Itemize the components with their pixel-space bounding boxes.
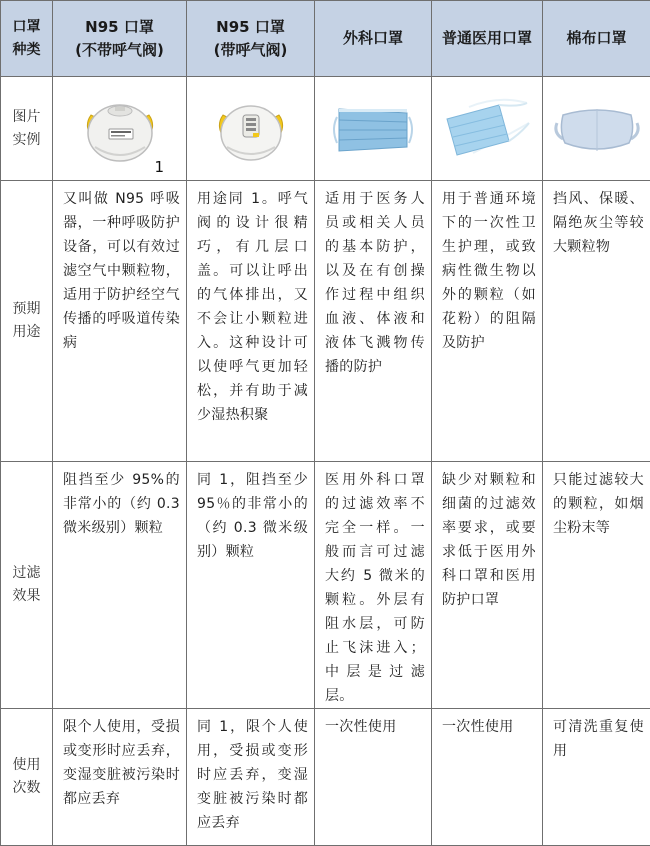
medical-mask-icon: [439, 93, 535, 165]
header-title: 棉布口罩: [543, 27, 650, 50]
image-cell-surgical: [315, 77, 432, 181]
usage-text: 适用于医务人员或相关人员的基本防护，以及在有创操作过程中组织血液、体液和液体飞溅物传播的防护: [315, 181, 431, 379]
type-header-cell: [1, 1, 53, 77]
header-title: 普通医用口罩: [432, 27, 542, 50]
times-cell-surgical: [315, 709, 432, 846]
header-medical: [432, 1, 543, 77]
row-label: 使用 次数: [13, 757, 41, 796]
times-text: 同 1，限个人使用，受损或变形时应丢弃，变湿变脏被污染时都应丢弃: [187, 709, 314, 835]
times-cell-n95: [53, 709, 187, 846]
usage-text: 挡风、保暖、隔绝灰尘等较大颗粒物: [543, 181, 650, 259]
usage-cell-medical: [432, 181, 543, 462]
header-title: 外科口罩: [315, 27, 431, 50]
row-label: 过滤 效果: [13, 565, 41, 604]
filter-text: 只能过滤较大的颗粒，如烟尘粉末等: [543, 462, 650, 540]
n95-mask-icon: [75, 93, 165, 165]
header-subtitle: (不带呼气阀): [53, 39, 186, 62]
type-header-label: 口罩 种类: [13, 19, 41, 58]
filter-cell-n95-valve: [187, 462, 315, 709]
usage-row-label-cell: [1, 181, 53, 462]
image-cell-cotton: [543, 77, 650, 181]
filter-cell-surgical: [315, 462, 432, 709]
header-surgical: [315, 1, 432, 77]
times-cell-n95-valve: [187, 709, 315, 846]
image-cell-n95-valve: [187, 77, 315, 181]
header-cotton: [543, 1, 650, 77]
header-subtitle: (带呼气阀): [187, 39, 314, 62]
row-label: 图片 实例: [13, 109, 41, 148]
cotton-mask-icon: [551, 101, 643, 157]
image-cell-n95: [53, 77, 187, 181]
usage-text: 又叫做 N95 呼吸器，一种呼吸防护设备，可以有效过滤空气中颗粒物，适用于防护经空气传播的呼吸道传染病: [53, 181, 186, 355]
usage-cell-n95: [53, 181, 187, 462]
usage-row: [1, 181, 650, 462]
times-text: 一次性使用: [315, 709, 431, 739]
times-text: 一次性使用: [432, 709, 542, 739]
image-cell-medical: [432, 77, 543, 181]
image-number-label: 1: [154, 158, 164, 176]
image-row-label-cell: [1, 77, 53, 181]
filter-cell-n95: [53, 462, 187, 709]
n95-valve-mask-icon: [209, 93, 293, 165]
times-text: 可清洗重复使用: [543, 709, 650, 763]
surgical-mask-icon: [323, 99, 423, 159]
filter-text: 同 1，阻挡至少 95％的非常小的（约 0.3 微米级别）颗粒: [187, 462, 314, 564]
filter-row: [1, 462, 650, 709]
times-cell-cotton: [543, 709, 650, 846]
filter-row-label-cell: [1, 462, 53, 709]
times-row-label-cell: [1, 709, 53, 846]
usage-cell-n95-valve: [187, 181, 315, 462]
times-row: [1, 709, 650, 846]
times-text: 限个人使用，受损或变形时应丢弃，变湿变脏被污染时都应丢弃: [53, 709, 186, 811]
usage-text: 用途同 1。呼气阀的设计很精巧，有几层口盖。可以让呼出的气体排出，又不会让小颗粒进入。这种设计可以使呼气更加轻松，并有助于减少湿热积聚: [187, 181, 314, 427]
filter-text: 医用外科口罩的过滤效率不完全一样。一般而言可过滤大约 5 微米的颗粒。外层有阻水层，可防止飞沫进入；中层是过滤层。: [315, 462, 431, 708]
filter-text: 缺少对颗粒和细菌的过滤效率要求，或要求低于医用外科口罩和医用防护口罩: [432, 462, 542, 612]
header-n95-valve: [187, 1, 315, 77]
header-title: N95 口罩: [187, 16, 314, 39]
header-row: [1, 1, 650, 77]
usage-cell-surgical: [315, 181, 432, 462]
filter-text: 阻挡至少 95%的非常小的（约 0.3 微米级别）颗粒: [53, 462, 186, 540]
image-row: [1, 77, 650, 181]
filter-cell-cotton: [543, 462, 650, 709]
usage-text: 用于普通环境下的一次性卫生护理，或致病性微生物以外的颗粒（如花粉）的阻隔及防护: [432, 181, 542, 355]
header-n95-no-valve: [53, 1, 187, 77]
row-label: 预期 用途: [13, 301, 41, 340]
usage-cell-cotton: [543, 181, 650, 462]
filter-cell-medical: [432, 462, 543, 709]
header-title: N95 口罩: [53, 16, 186, 39]
times-cell-medical: [432, 709, 543, 846]
